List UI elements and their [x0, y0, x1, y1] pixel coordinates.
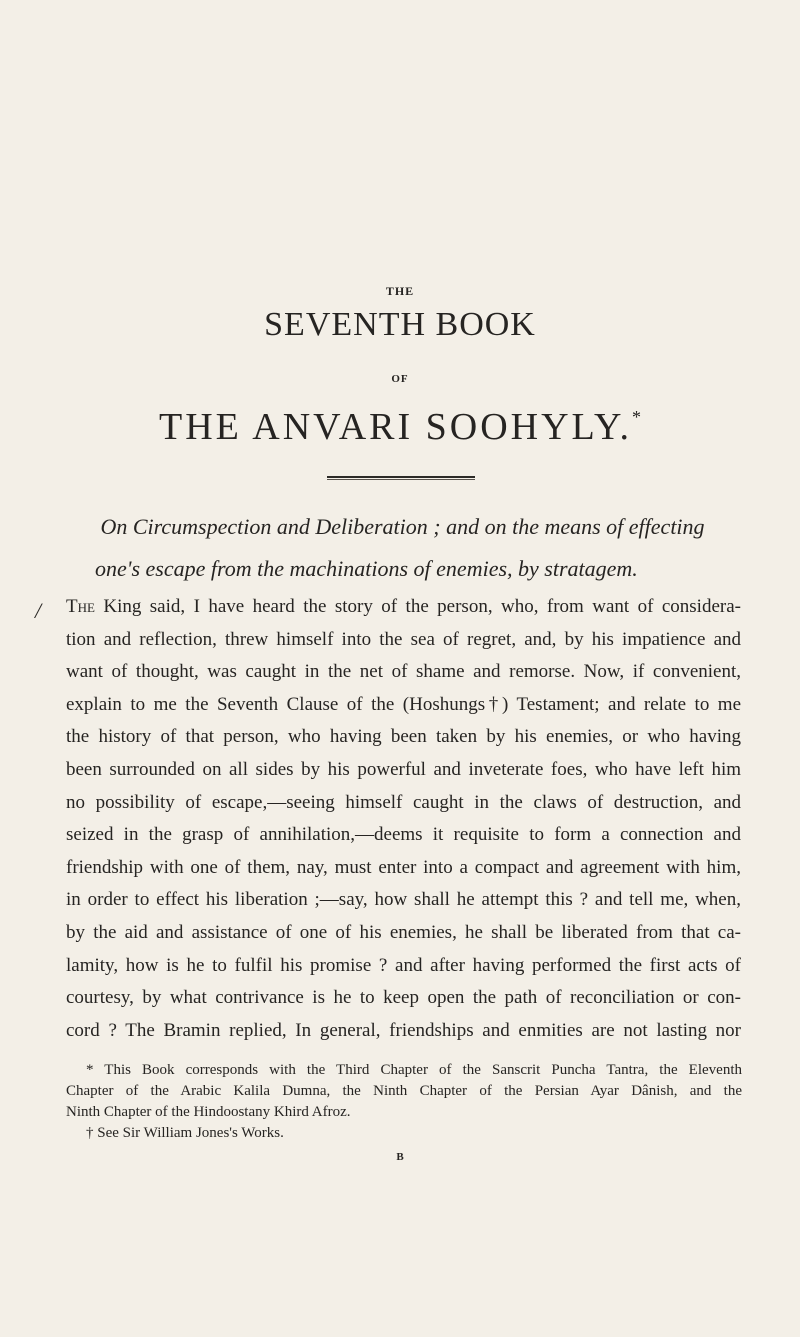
body-line: courtesy, by what contrivance is he to keep open the path of reconciliation or con-	[66, 987, 741, 1009]
title-book: SEVENTH BOOK	[264, 306, 536, 343]
heading-part-b: and on the means of effecting	[446, 514, 705, 539]
body-line: been surrounded on all sides by his powerful and inveterate foes, who have left him	[66, 758, 741, 780]
body-line-text: King said, I have heard the story of the person, who, from want of considera-	[94, 596, 741, 617]
footnote-2: † See Sir William Jones's Works.	[86, 1125, 284, 1141]
chapter-heading-line-1	[65, 514, 740, 540]
title-of: OF	[391, 373, 409, 385]
heading-separator: ;	[427, 514, 447, 539]
footnotes	[66, 1060, 742, 1144]
signature-mark: B	[396, 1151, 404, 1163]
title-footnote-mark: *	[632, 407, 641, 427]
body-line: friendship with one of them, nay, must enter into a compact and agreement with him,	[66, 856, 741, 878]
body-first-word: The	[66, 596, 95, 617]
chapter-heading-line-2: one's escape from the machinations of enemies, by stratagem.	[95, 556, 638, 581]
body-line	[66, 591, 741, 624]
margin-pencil-mark: /	[35, 598, 42, 623]
body-line: no possibility of escape,—seeing himself caught in the claws of destruction, and	[66, 791, 741, 813]
heading-part-a: On Circumspection and Deliberation	[100, 514, 428, 539]
body-line: seized in the grasp of annihilation,—deems it requisite to form a connection and	[66, 824, 741, 846]
body-line: by the aid and assistance of one of his enemies, he shall be liberated from that ca-	[66, 921, 741, 943]
title-work	[0, 405, 800, 449]
title-rule-divider	[327, 476, 475, 480]
footnote-1-line: Chapter of the Arabic Kalila Dumna, the Ninth Chapter of the Persian Ayar Dânish, and the	[66, 1083, 742, 1099]
title-the: THE	[385, 284, 415, 298]
title-work-text: THE ANVARI SOOHYLY.	[159, 406, 632, 448]
body-line: lamity, how is he to fulfil his promise ? and after having performed the first acts of	[66, 954, 741, 976]
body-line: tion and reflection, threw himself into the sea of regret, and, by his impatience and	[66, 628, 741, 650]
body-line: explain to me the Seventh Clause of the (Hoshungs†) Testament; and relate to me	[66, 693, 741, 715]
body-line: want of thought, was caught in the net of shame and remorse. Now, if convenient,	[66, 661, 741, 683]
body-line: in order to effect his liberation ;—say, how shall he attempt this ? and tell me, when,	[66, 889, 741, 911]
body-line: the history of that person, who having been taken by his enemies, or who having	[66, 726, 741, 748]
footnote-1-line: * This Book corresponds with the Third Chapter of the Sanscrit Puncha Tantra, the Eleventh	[86, 1062, 742, 1078]
footnote-1-line: Ninth Chapter of the Hindoostany Khird Afroz.	[66, 1104, 351, 1120]
body-line: cord ? The Bramin replied, In general, friendships and enmities are not lasting nor	[66, 1019, 741, 1041]
body-paragraph	[66, 591, 741, 1047]
